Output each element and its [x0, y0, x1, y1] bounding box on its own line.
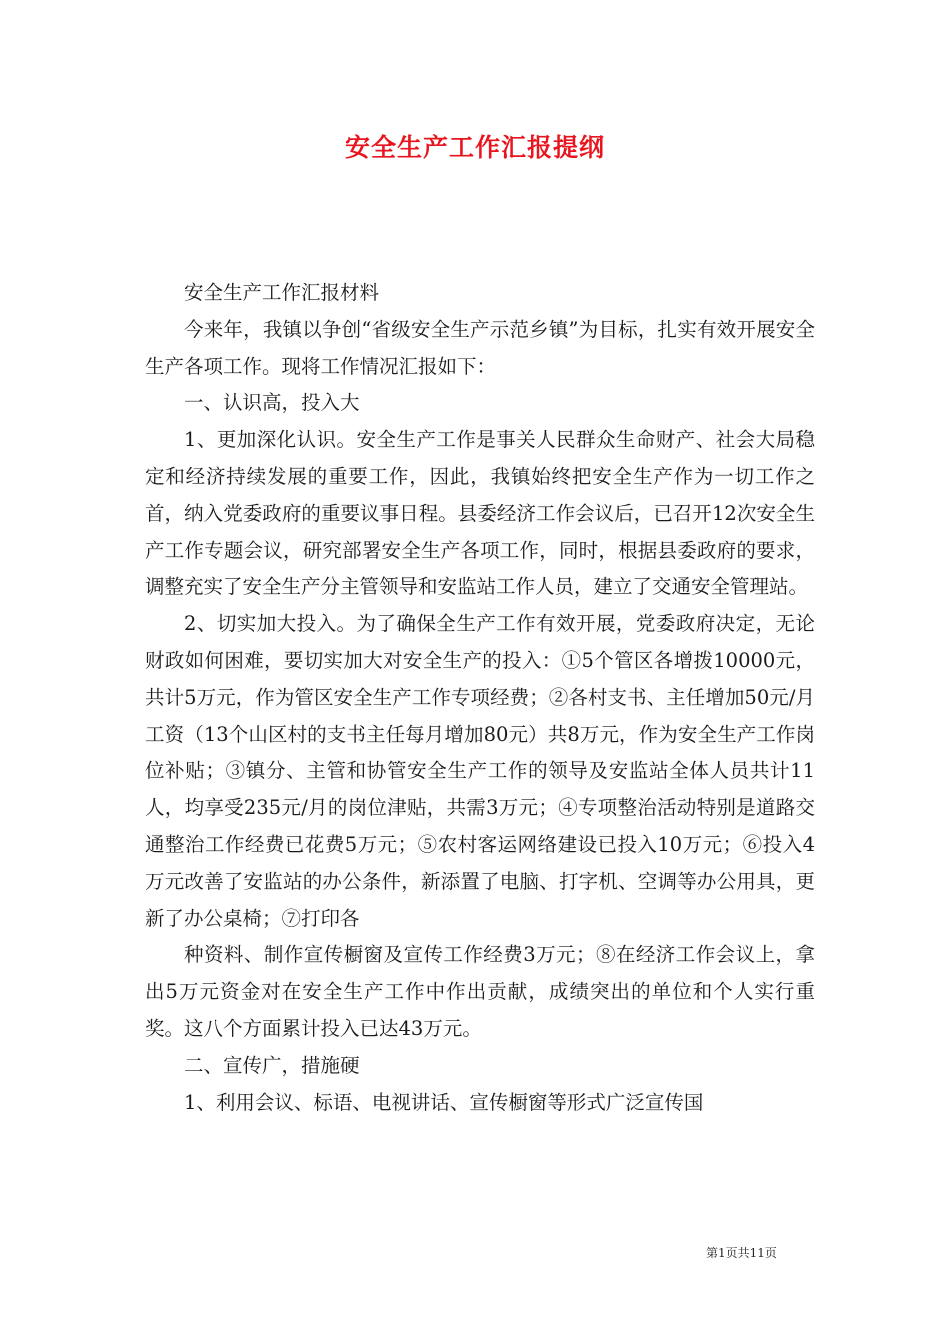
- page-number: 第1页共11页: [706, 1246, 777, 1260]
- paragraph-item-1: 1、更加深化认识。安全生产工作是事关人民群众生命财产、社会大局稳定和经济持续发展的重要工作，因此，我镇始终把安全生产作为一切工作之首，纳入党委政府的重要议事日程。县委经济工作会议后，已召开12次安全生产工作专题会议，研究部署安全生产各项工作，同时，根据县委政府的要求，调整充实了安全生产分主管领导和安监站工作人员，建立了交通安全管理站。: [145, 428, 815, 599]
- paragraph-intro: 今来年，我镇以争创“省级安全生产示范乡镇”为目标，扎实有效开展安全生产各项工作。现将工作情况汇报如下：: [145, 317, 815, 378]
- document-title: 安全生产工作汇报提纲: [344, 133, 605, 162]
- section-heading-2: 二、宣传广，措施硬: [184, 1053, 360, 1077]
- document-body: [145, 275, 815, 1121]
- paragraph-section-2-item-1: 1、利用会议、标语、电视讲话、宣传橱窗等形式广泛宣传国: [184, 1090, 704, 1114]
- section-heading-1: 一、认识高，投入大: [184, 391, 360, 415]
- paragraph-item-2-continued: 种资料、制作宣传橱窗及宣传工作经费3万元；⑧在经济工作会议上，拿出5万元资金对在安全生产工作中作出贡献，成绩突出的单位和个人实行重奖。这八个方面累计投入已达43万元。: [145, 943, 815, 1040]
- paragraph-item-2: 2、切实加大投入。为了确保全生产工作有效开展，党委政府决定，无论财政如何困难，要切实加大对安全生产的投入：①5个管区各增拨10000元，共计5万元，作为管区安全生产工作专项经费；②各村支书、主任增加50元/月工资（13个山区村的支书主任每月增加80元）共8万元，作为安全生产工作岗位补贴；③镇分、主管和协管安全生产工作的领导及安监站全体人员共计11人，均享受235元/月的岗位津贴，共需3万元；④专项整治活动特别是道路交通整治工作经费已花费5万元；⑤农村客运网络建设已投入10万元；⑥投入4万元改善了安监站的办公条件，新添置了电脑、打字机、空调等办公用具，更新了办公桌椅；⑦打印各: [145, 612, 815, 930]
- paragraph-heading: 安全生产工作汇报材料: [184, 281, 380, 304]
